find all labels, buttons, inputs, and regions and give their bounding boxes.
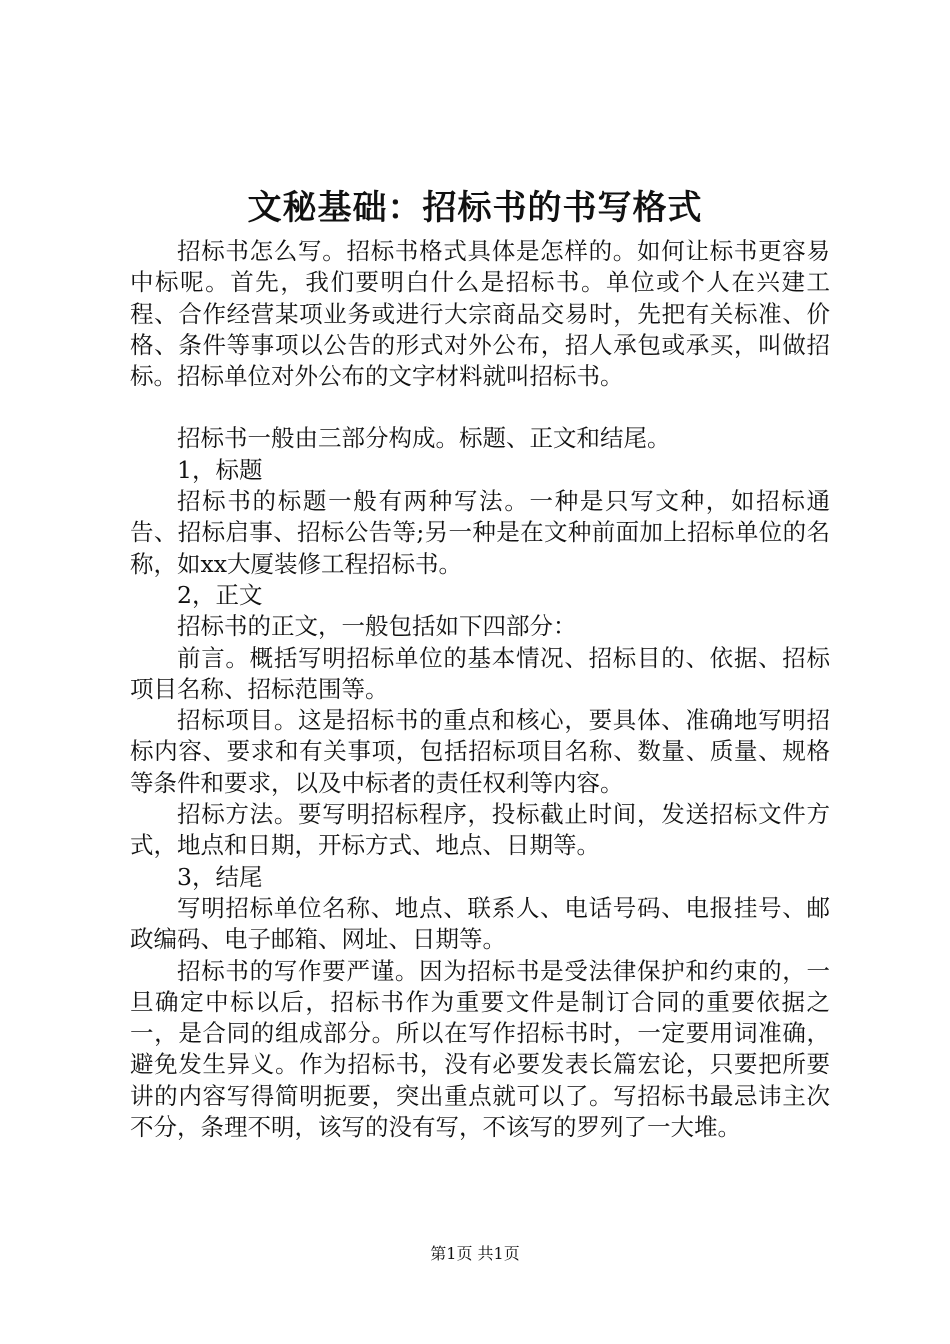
- document-body: [130, 236, 830, 1143]
- page-footer: 第1页 共1页: [430, 1244, 520, 1263]
- paragraph-title-formats: 招标书的标题一般有两种写法。一种是只写文种，如招标通告、招标启事、招标公告等;另一种是在文种前面加上招标单位的名称，如xx大厦装修工程招标书。: [130, 487, 830, 578]
- paragraph-method: 招标方法。要写明招标程序，投标截止时间，发送招标文件方式，地点和日期，开标方式、地点、日期等。: [130, 800, 830, 860]
- paragraph-preface: 前言。概括写明招标单位的基本情况、招标目的、依据、招标项目名称、招标范围等。: [130, 643, 830, 703]
- paragraph-writing-advice: 招标书的写作要严谨。因为招标书是受法律保护和约束的，一旦确定中标以后，招标书作为重要文件是制订合同的重要依据之一，是合同的组成部分。所以在写作招标书时，一定要用词准确，避免发生异义。作为招标书，没有必要发表长篇宏论，只要把所要讲的内容写得简明扼要，突出重点就可以了。写招标书最忌讳主次不分，条理不明，该写的没有写，不该写的罗列了一大堆。: [130, 956, 830, 1142]
- paragraph-project: 招标项目。这是招标书的重点和核心，要具体、准确地写明招标内容、要求和有关事项，包括招标项目名称、数量、质量、规格等条件和要求，以及中标者的责任权利等内容。: [130, 706, 830, 797]
- section-heading-body: 2，正文: [177, 580, 263, 609]
- paragraph-body-parts: 招标书的正文，一般包括如下四部分：: [177, 612, 577, 641]
- paragraph-intro: 招标书怎么写。招标书格式具体是怎样的。如何让标书更容易中标呢。首先，我们要明白什么是招标书。单位或个人在兴建工程、合作经营某项业务或进行大宗商品交易时，先把有关标准、价格、条件等事项以公告的形式对外公布，招人承包或承买，叫做招标。招标单位对外公布的文字材料就叫招标书。: [130, 237, 830, 391]
- document-title: 文秘基础：招标书的书写格式: [247, 188, 703, 228]
- section-heading-title: 1，标题: [177, 455, 263, 484]
- section-heading-ending: 3，结尾: [177, 862, 263, 891]
- paragraph-ending-details: 写明招标单位名称、地点、联系人、电话号码、电报挂号、邮政编码、电子邮箱、网址、日期等。: [130, 893, 830, 954]
- paragraph-structure: 招标书一般由三部分构成。标题、正文和结尾。: [177, 424, 671, 453]
